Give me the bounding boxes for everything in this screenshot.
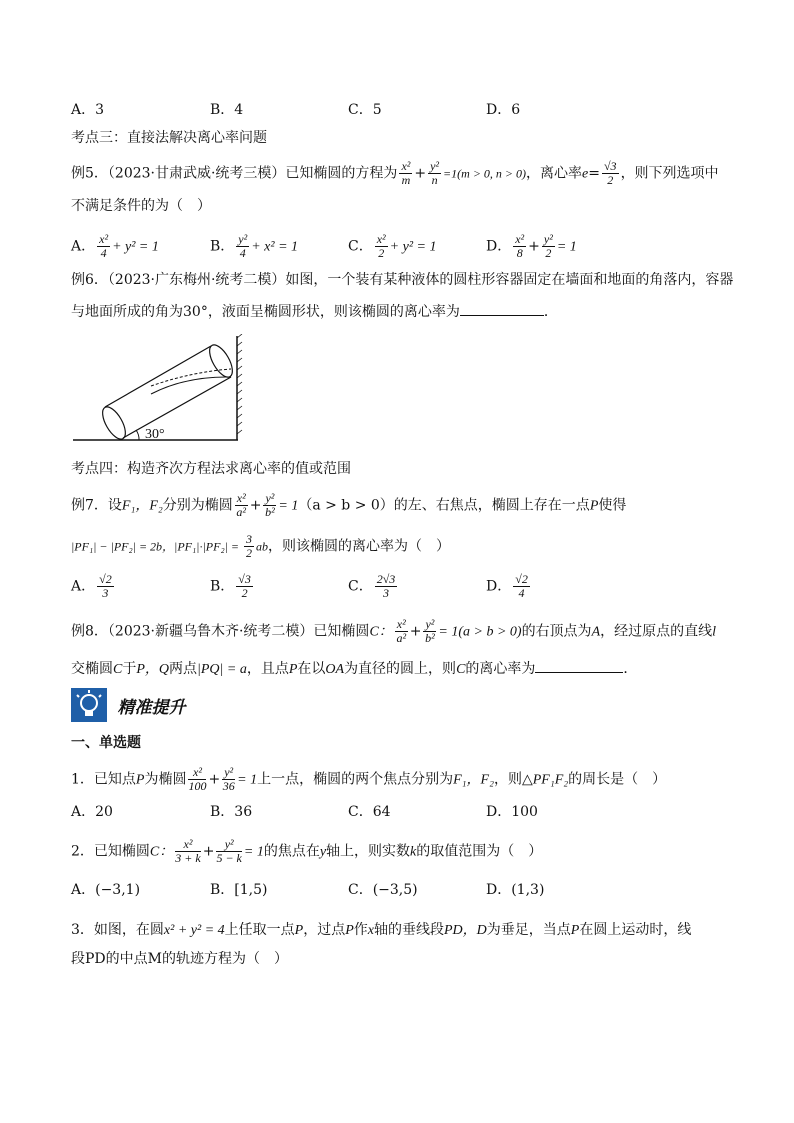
ex5-suffix: ，则下列选项中 [620,165,719,182]
ex5-cond: (m > 0, n > 0) [457,166,527,181]
ex5-frac-x: $\frac{\text{x²}}{m}$ [401,159,411,187]
cylinder-shape [98,341,237,442]
ex5-option-d: D． $\frac{\text{x²}}{8}$ + $\frac{\text{y²}}{2}$ = 1 [486,232,577,260]
q3-line2: 段PD的中点M的轨迹方程为（ ） [71,951,288,967]
section-kd3: 考点三：直接法解决离心率问题 [71,130,267,146]
ex8-line2: 交椭圆C于P，Q两点|PQ| = a，且点P在以OA为直径的圆上，则C的离心率为 ． [71,661,638,677]
ex5-option-a: A． $\frac{\text{x²}}{4}$ + y² = 1 [71,232,159,260]
ex6-line1: 例6．（2023·广东梅州·统考二模）如图，一个装有某种液体的圆柱形容器固定在墙面和地面的角落内，容器 [71,272,734,288]
q1-option-a: A．20 [71,804,113,820]
q2-option-d: D．(1,3) [486,882,545,898]
q4-option-b: B．4 [210,102,244,118]
q4-option-c: C．5 [348,102,382,118]
ex7-option-d: D． $\frac{√2}{4}$ [486,572,528,600]
ex7-option-b: B． $\frac{√3}{2}$ [210,572,251,600]
lightbulb-icon [71,688,107,722]
ex6-angle-label: 30° [145,427,165,442]
q1-option-c: C．64 [348,804,391,820]
ex6-line2: 与地面所成的角为30°，液面呈椭圆形状，则该椭圆的离心率为 ． [71,304,558,320]
q2-option-c: C．(−3,5) [348,882,418,898]
q4-option-a: A．3 [71,102,105,118]
banner-title: 精准提升 [117,697,186,718]
ex5-prefix: 例5．（2023·甘肃武威·统考三模）已知椭圆的方程为 [71,165,398,182]
ex5-frac-y: $\frac{\text{y²}}{n}$ [430,159,440,187]
q2-line: 2．已知椭圆C： $\frac{\text{x²}}{3 + k}$ + $\frac{\text{y²}}{5 - k}$ = 1的焦点在y轴上，则实数k的取值范围为（ ） [71,837,543,865]
ex5-line1: 例5．（2023·甘肃武威·统考三模）已知椭圆的方程为 $\frac{\text{x²}}{m}$ + $\frac{\text{y²}}{n}$ =1(m > 0, n > 0)，离心率e= $\frac{√3}{2}$ ，则下列选项中 [71,159,719,187]
q1-line: 1．已知点P为椭圆 $\frac{\text{x²}}{100}$ + $\frac{\text{y²}}{36}$ = 1上一点，椭圆的两个焦点分别为F₁，F₂，则△PF₁F₂的周长是（ ） [71,765,667,793]
ex5-mid: ，离心率 [526,165,583,182]
q2-option-b: B．[1,5) [210,882,268,898]
q2-option-a: A．(−3,1) [71,882,141,898]
cylinder-figure [71,334,243,444]
q3-line1: 3．如图，在圆x² + y² = 4上任取一点P，过点P作x轴的垂线段PD，D为垂足，当点P在圆上运动时，线 [71,922,692,938]
q4-option-d: D．6 [486,102,521,118]
section-single-choice: 一、单选题 [71,735,141,751]
ex5-option-c: C． $\frac{\text{x²}}{2}$ + y² = 1 [348,232,437,260]
ex5-frac-e: $\frac{√3}{2}$ [603,159,617,187]
ex7-line2: |PF₁| − |PF₂| = 2b，|PF₁|·|PF₂| = $\frac{3}{2}$ ab，则该椭圆的离心率为（ ） [71,532,451,560]
ex7-line1: 例7．设F₁，F₂分别为椭圆 $\frac{\text{x²}}{\text{a²}}$ + $\frac{\text{y²}}{\text{b²}}$ = 1（a > b > 0）的左、右焦点，椭圆上存在一点P使得 [71,491,627,519]
ex5-line2: 不满足条件的为（ ） [71,198,211,214]
ex7-option-c: C． $\frac{2√3}{3}$ [348,572,396,600]
ex8-line1: 例8．（2023·新疆乌鲁木齐·统考二模）已知椭圆C： $\frac{\text{x²}}{\text{a²}}$ + $\frac{\text{y²}}{\text{b²}}$ = 1(a > b > 0)的右顶点为A，经过原点的直线l [71,617,717,645]
q1-option-d: D．100 [486,804,538,820]
ex7-option-a: A． $\frac{√2}{3}$ [71,572,112,600]
q1-option-b: B．36 [210,804,253,820]
section-kd4: 考点四：构造齐次方程法求离心率的值或范围 [71,461,351,477]
ex5-option-b: B． $\frac{\text{y²}}{4}$ + x² = 1 [210,232,299,260]
section-banner [71,688,185,722]
